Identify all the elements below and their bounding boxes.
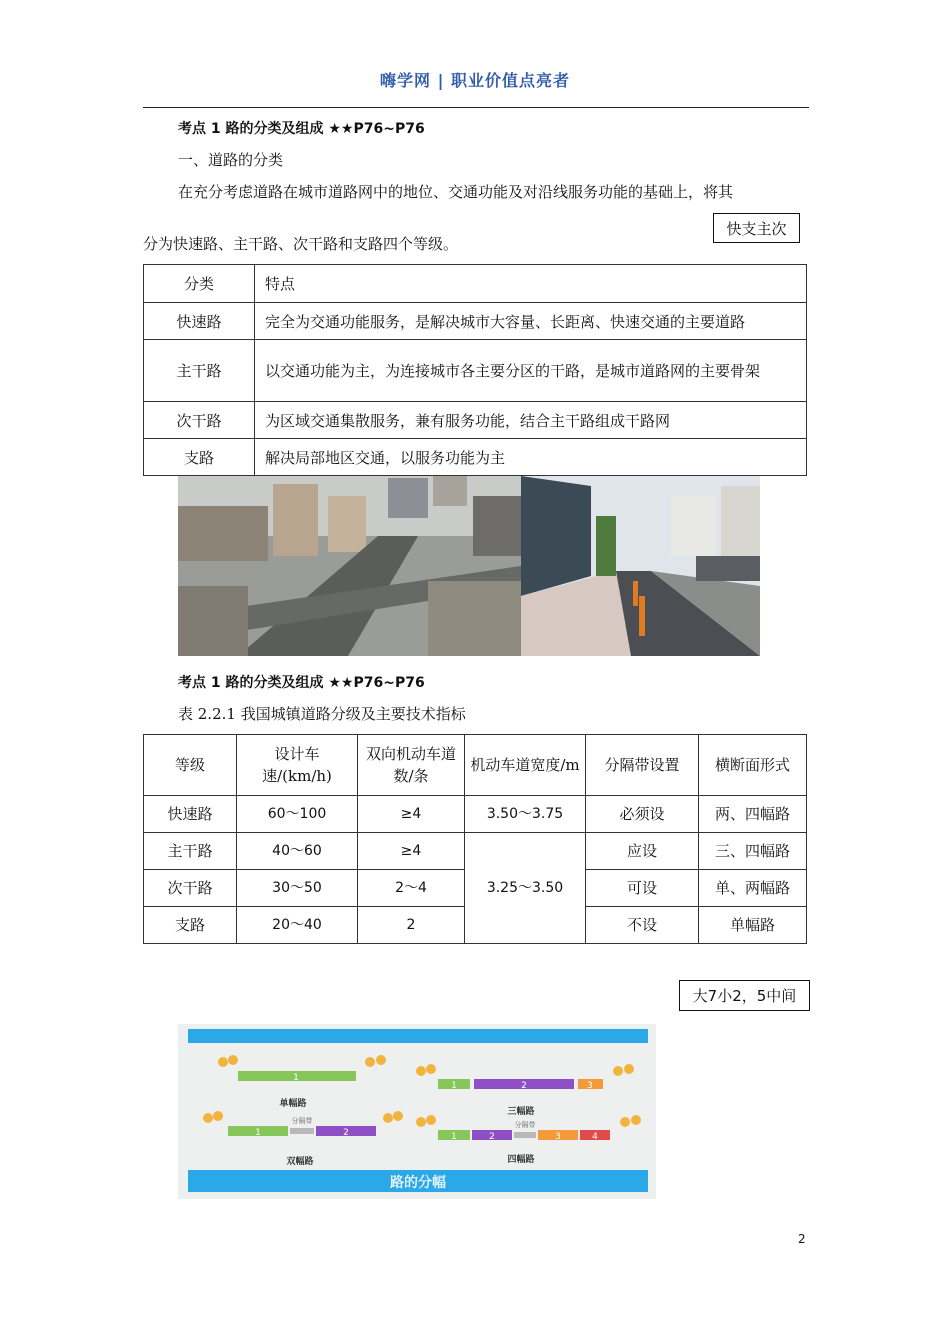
table-cell: 完全为交通功能服务，是解决城市大容量、长距离、快速交通的主要道路: [255, 303, 807, 340]
diagram-footer-label: 路的分幅: [390, 1175, 446, 1191]
table-cell: 可设: [586, 870, 699, 907]
table-row: [144, 402, 807, 439]
triple-width-label: 三幅路: [507, 1107, 535, 1117]
table-header-cell: 等级: [144, 735, 237, 796]
section2-heading: 考点 1 路的分类及组成 ★★P76~P76: [178, 675, 425, 691]
road-classification-table: [143, 264, 807, 476]
table-cell: 应设: [586, 833, 699, 870]
lane-number: 4: [592, 1132, 598, 1142]
lane-number: 1: [293, 1073, 299, 1083]
table-cell: 主干路: [144, 340, 255, 402]
table-row: [144, 833, 807, 870]
table-header-cell: 分隔带设置: [586, 735, 699, 796]
table-cell-merged: 3.25～3.50: [465, 833, 586, 944]
table-header-row: [144, 735, 807, 796]
divider-label: 分隔带: [514, 1121, 536, 1129]
page-header: 嗨学网 | 职业价值点亮者: [380, 71, 570, 90]
table-header-cell: 机动车道宽度/m: [465, 735, 586, 796]
double-width-label: 双幅路: [286, 1157, 314, 1167]
table-cell: ≥4: [358, 796, 465, 833]
lane-number: 2: [343, 1128, 349, 1138]
header-divider: [143, 107, 809, 108]
lane-number: 2: [521, 1081, 527, 1091]
table-cell: 主干路: [144, 833, 237, 870]
table-cell: 三、四幅路: [699, 833, 807, 870]
table-cell: 40～60: [237, 833, 358, 870]
table-row: [144, 439, 807, 476]
mnemonic-box-2: 大7小2，5中间: [679, 980, 810, 1011]
divider-label: 分隔带: [291, 1117, 313, 1125]
table-cell: 30～50: [237, 870, 358, 907]
table-cell: 快速路: [144, 796, 237, 833]
section1-paragraph-line1: 在充分考虑道路在城市道路网中的地位、交通功能及对沿线服务功能的基础上，将其: [178, 183, 734, 201]
section1-paragraph-line2: 分为快速路、主干路、次干路和支路四个等级。: [143, 235, 459, 253]
table-cell: 必须设: [586, 796, 699, 833]
single-width-label: 单幅路: [279, 1099, 307, 1109]
section1-subheading: 一、道路的分类: [178, 151, 284, 169]
road-cross-section-diagram: [178, 1024, 656, 1199]
table-cell: 次干路: [144, 402, 255, 439]
lane-number: 1: [451, 1132, 457, 1142]
table-cell: ≥4: [358, 833, 465, 870]
mnemonic-box-1: 快支主次: [713, 213, 800, 243]
table-cell: 支路: [144, 907, 237, 944]
table-header-cell: 分类: [144, 265, 255, 303]
lane-number: 2: [489, 1132, 495, 1142]
table-cell: 支路: [144, 439, 255, 476]
lane-number: 1: [451, 1081, 457, 1091]
table2-caption: 表 2.2.1 我国城镇道路分级及主要技术指标: [178, 705, 466, 723]
table-cell: 60～100: [237, 796, 358, 833]
table-cell: 两、四幅路: [699, 796, 807, 833]
page-number: 2: [798, 1232, 806, 1246]
table-cell: 2: [358, 907, 465, 944]
table-cell: 次干路: [144, 870, 237, 907]
table-cell: 为区域交通集散服务，兼有服务功能，结合主干路组成干路网: [255, 402, 807, 439]
table-cell: 不设: [586, 907, 699, 944]
table-cell: 单、两幅路: [699, 870, 807, 907]
table-cell: 解决局部地区交通，以服务功能为主: [255, 439, 807, 476]
aerial-road-photo: [178, 476, 521, 656]
lane-number: 3: [555, 1132, 561, 1142]
table-header-cell: 设计车速/(km/h): [237, 735, 358, 796]
section1-heading: 考点 1 路的分类及组成 ★★P76~P76: [178, 121, 425, 137]
table-cell: 以交通功能为主，为连接城市各主要分区的干路，是城市道路网的主要骨架: [255, 340, 807, 402]
table-header-cell: 横断面形式: [699, 735, 807, 796]
lane-number: 3: [587, 1081, 593, 1091]
table-cell: 20～40: [237, 907, 358, 944]
street-photo: [521, 476, 760, 656]
table-cell: 单幅路: [699, 907, 807, 944]
table-cell: 2～4: [358, 870, 465, 907]
road-technical-index-table: [143, 734, 807, 944]
table-header-cell: 特点: [255, 265, 807, 303]
table-row: [144, 340, 807, 402]
table-header-row: [144, 265, 807, 303]
quad-width-label: 四幅路: [507, 1155, 535, 1165]
table-cell: 快速路: [144, 303, 255, 340]
lane-number: 1: [255, 1128, 261, 1138]
table-header-cell: 双向机动车道数/条: [358, 735, 465, 796]
table-row: [144, 796, 807, 833]
table-row: [144, 303, 807, 340]
table-cell: 3.50～3.75: [465, 796, 586, 833]
